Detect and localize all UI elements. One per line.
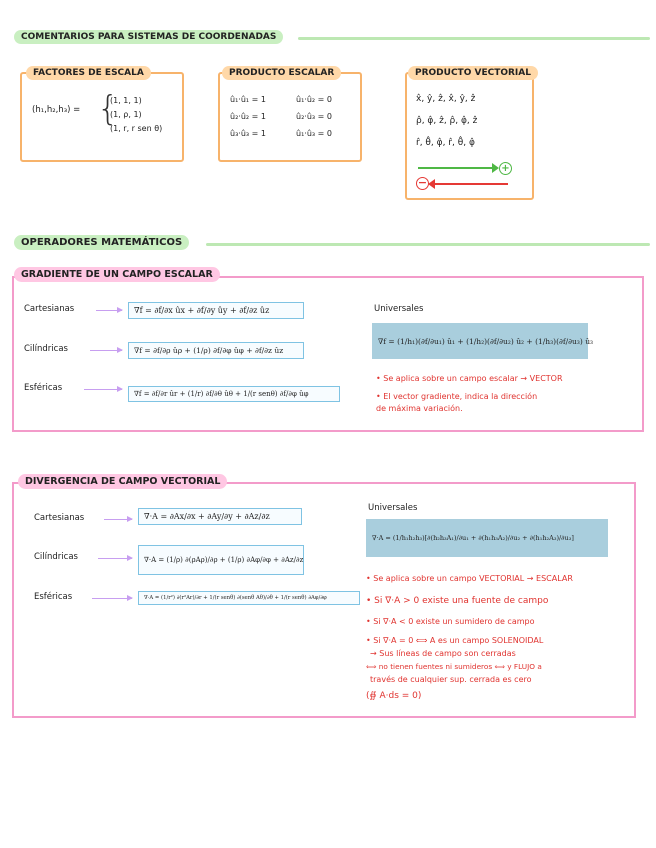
minus-arrow	[434, 183, 508, 185]
div-note-3: • Si ∇·A < 0 existe un sumidero de campo	[366, 617, 535, 626]
escalar-c1-r2: û₂·û₂ = 1	[230, 112, 266, 121]
divergencia-title: DIVERGENCIA DE CAMPO VECTORIAL	[18, 474, 227, 489]
factores-row-3: (1, r, r sen θ)	[110, 124, 163, 133]
minus-circle-icon: −	[417, 176, 428, 189]
grad-label-esfericas: Esféricas	[24, 383, 63, 393]
factores-row-1: (1, 1, 1)	[110, 96, 142, 105]
factores-title: FACTORES DE ESCALA	[26, 66, 151, 80]
div-note-6: ⟺ no tienen fuentes ni sumideros ⟺ y FLUJO a	[366, 662, 542, 671]
plus-arrowhead-icon	[492, 163, 499, 173]
div-arrow-2	[98, 558, 132, 559]
div-universales-label: Universales	[368, 503, 418, 513]
div-universal-formula: ∇·A = (1/h₁h₂h₃)[∂(h₂h₃A₁)/∂u₁ + ∂(h₁h₃A₂)/∂u₂ + ∂(h₁h₂A₃)/∂u₃]	[366, 519, 608, 557]
div-formula-cilindricas: ∇·A = (1/ρ) ∂(ρAρ)/∂ρ + (1/ρ) ∂Aφ/∂φ + ∂Az/∂z	[138, 545, 304, 575]
grad-universal-formula: ∇f = (1/h₁)(∂f/∂u₁) û₁ + (1/h₂)(∂f/∂u₂) û₂ + (1/h₃)(∂f/∂u₃) û₃	[372, 323, 588, 359]
page-title: COMENTARIOS PARA SISTEMAS DE COORDENADAS	[14, 30, 283, 44]
escalar-c1-r3: û₃·û₃ = 1	[230, 129, 266, 138]
vectorial-row-1: x̂, ŷ, ẑ, x̂, ŷ, ẑ	[416, 94, 476, 104]
grad-arrow-2	[90, 350, 122, 351]
grad-note-2: • El vector gradiente, indica la dirección	[376, 392, 538, 401]
div-note-7: través de cualquier sup. cerrada es cero	[370, 675, 532, 684]
plus-circle-icon: +	[499, 162, 512, 175]
vectorial-row-2: ρ̂, φ̂, ẑ, ρ̂, φ̂, ẑ	[416, 116, 478, 126]
div-arrow-3	[92, 598, 132, 599]
escalar-c2-r1: û₁·û₂ = 0	[296, 95, 332, 104]
producto-vectorial-title: PRODUCTO VECTORIAL	[408, 66, 538, 80]
grad-note-1: • Se aplica sobre un campo escalar → VECTOR	[376, 374, 563, 383]
brace-icon: {	[97, 89, 119, 129]
producto-escalar-title: PRODUCTO ESCALAR	[222, 66, 341, 80]
grad-arrow-3	[84, 389, 122, 390]
factores-row-2: (1, ρ, 1)	[110, 110, 142, 119]
vectorial-row-3: r̂, θ̂, φ̂, r̂, θ̂, φ̂	[416, 138, 475, 148]
title-underline	[298, 37, 650, 40]
gradiente-title: GRADIENTE DE UN CAMPO ESCALAR	[14, 267, 220, 282]
div-note-2: • Si ∇·A > 0 existe una fuente de campo	[366, 596, 549, 606]
div-note-8: (∯ A·ds = 0)	[366, 691, 422, 701]
escalar-c2-r3: û₁·û₃ = 0	[296, 129, 332, 138]
grad-formula-cilindricas: ∇f = ∂f/∂ρ ûρ + (1/ρ) ∂f/∂φ ûφ + ∂f/∂z ûz	[128, 342, 304, 359]
grad-note-3: de máxima variación.	[376, 404, 463, 413]
div-note-4: • Si ∇·A = 0 ⟺ A es un campo SOLENOIDAL	[366, 636, 544, 645]
grad-label-cartesianas: Cartesianas	[24, 304, 75, 314]
div-note-1: • Se aplica sobre un campo VECTORIAL → ESCALAR	[366, 574, 573, 583]
grad-universales-label: Universales	[374, 304, 424, 314]
escalar-c1-r1: û₁·û₁ = 1	[230, 95, 266, 104]
div-note-5: → Sus líneas de campo son cerradas	[370, 649, 516, 658]
grad-formula-esfericas: ∇f = ∂f/∂r ûr + (1/r) ∂f/∂θ ûθ + 1/(r senθ) ∂f/∂φ ûφ	[128, 386, 340, 402]
div-arrow-1	[104, 519, 132, 520]
escalar-c2-r2: û₂·û₃ = 0	[296, 112, 332, 121]
operadores-underline	[206, 243, 650, 246]
div-label-cilindricas: Cilíndricas	[34, 552, 78, 562]
grad-formula-cartesianas: ∇f = ∂f/∂x ûx + ∂f/∂y ûy + ∂f/∂z ûz	[128, 302, 304, 319]
factores-lhs: (h₁,h₂,h₃) =	[32, 105, 81, 115]
grad-arrow-1	[96, 310, 122, 311]
operadores-title: OPERADORES MATEMÁTICOS	[14, 235, 189, 250]
minus-arrowhead-icon	[428, 179, 435, 189]
div-label-esfericas: Esféricas	[34, 592, 73, 602]
div-formula-esfericas: ∇·A = (1/r²) ∂(r²Ar)/∂r + 1/(r senθ) ∂(senθ Aθ)/∂θ + 1/(r senθ) ∂Aφ/∂φ	[138, 591, 360, 605]
div-label-cartesianas: Cartesianas	[34, 513, 85, 523]
div-formula-cartesianas: ∇·A = ∂Ax/∂x + ∂Ay/∂y + ∂Az/∂z	[138, 508, 302, 525]
grad-label-cilindricas: Cilíndricas	[24, 344, 68, 354]
plus-arrow	[418, 167, 496, 169]
